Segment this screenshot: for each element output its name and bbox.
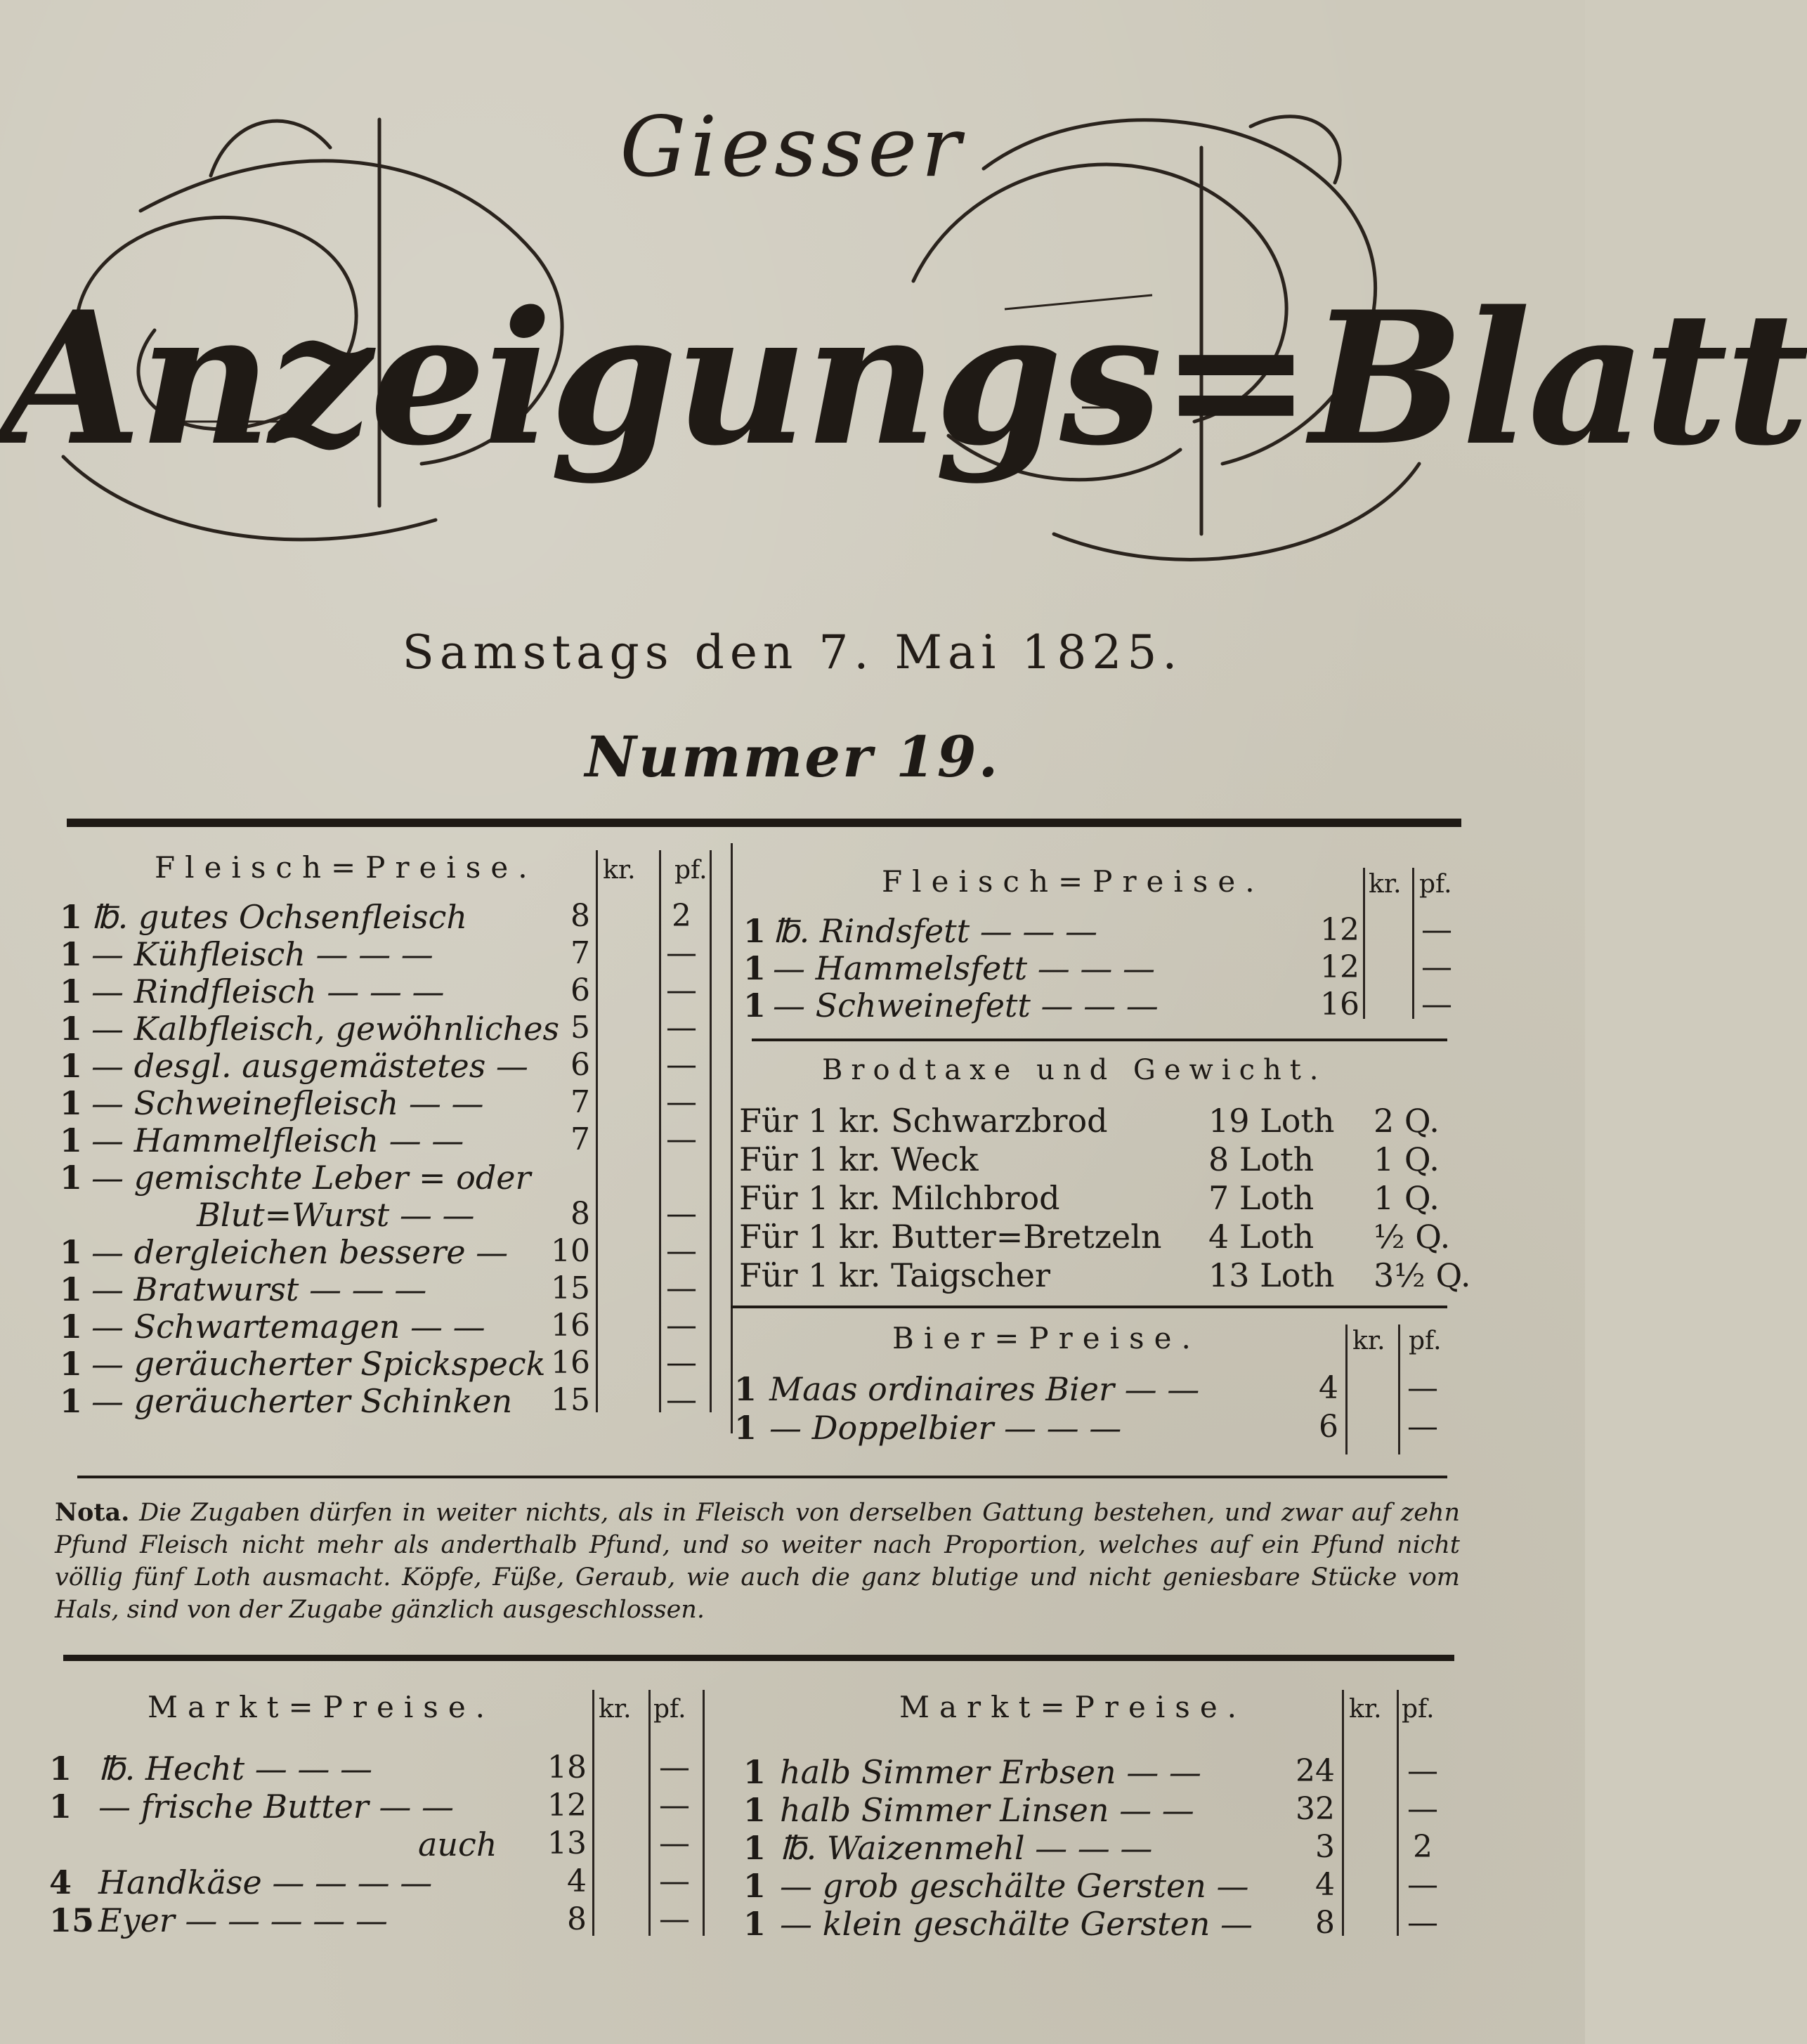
row-item: — Hammelsfett — — — xyxy=(773,949,1156,987)
row-quantity: 1 xyxy=(60,935,83,973)
bread-label: Für 1 kr. Butter=Bretzeln xyxy=(739,1218,1162,1256)
market-right-unit-kr: kr. xyxy=(1349,1695,1382,1724)
row-quantity: 1 xyxy=(743,987,766,1024)
nota-label: Nota. xyxy=(55,1498,130,1527)
beer-unit-kr: kr. xyxy=(1352,1327,1385,1355)
row-quantity: 1 xyxy=(60,1308,83,1346)
row-quantity: 1 xyxy=(743,949,766,987)
row-item: Blut=Wurst — — xyxy=(197,1196,475,1234)
row-kreuzer: 18 xyxy=(547,1750,587,1785)
row-kreuzer: 4 xyxy=(1319,1370,1338,1406)
beer-divider-2 xyxy=(1398,1324,1400,1454)
row-kreuzer: 6 xyxy=(1319,1409,1338,1445)
bread-label: Für 1 kr. Taigscher xyxy=(739,1256,1050,1294)
row-kreuzer: 8 xyxy=(1315,1905,1335,1941)
row-item: ℔. gutes Ochsenfleisch xyxy=(91,898,468,936)
row-item: Maas ordinaires Bier — — xyxy=(769,1370,1200,1408)
row-kreuzer: 12 xyxy=(1320,912,1359,948)
row-pfennig: — xyxy=(666,1382,697,1418)
meat-right-heading: Fleisch=Preise. xyxy=(882,864,1265,899)
beer-heading: Bier=Preise. xyxy=(892,1321,1201,1355)
bread-weight: 13 Loth xyxy=(1208,1256,1335,1294)
row-kreuzer: 7 xyxy=(570,935,590,971)
row-quantity: 15 xyxy=(49,1901,95,1939)
row-quantity: 1 xyxy=(743,1791,766,1829)
market-left-unit-pf: pf. xyxy=(653,1695,686,1724)
row-pfennig: 2 xyxy=(672,898,691,934)
date-line: Samstags den 7. Mai 1825. xyxy=(402,625,1183,679)
market-right-heading: Markt=Preise. xyxy=(899,1690,1247,1724)
row-pfennig: — xyxy=(1407,1370,1438,1406)
bread-weight: 7 Loth xyxy=(1208,1179,1315,1217)
row-quantity: 1 xyxy=(60,1121,83,1159)
rule-above-nota xyxy=(77,1476,1447,1478)
row-item: ℔. Waizenmehl — — — xyxy=(780,1829,1153,1867)
row-kreuzer: 16 xyxy=(551,1308,590,1343)
row-item: Eyer — — — — — xyxy=(98,1901,388,1939)
row-pfennig: — xyxy=(1421,912,1452,948)
row-quantity: 1 xyxy=(60,1382,83,1420)
row-kreuzer: 16 xyxy=(1320,987,1359,1022)
row-quantity: 1 xyxy=(49,1788,72,1825)
row-pfennig: — xyxy=(1407,1867,1438,1903)
row-item: — dergleichen bessere — xyxy=(91,1233,509,1271)
meat-right-unit-kr: kr. xyxy=(1369,870,1402,899)
row-kreuzer: 4 xyxy=(567,1863,587,1899)
row-pfennig: — xyxy=(1407,1409,1438,1445)
row-quantity: 1 xyxy=(60,1010,83,1048)
rule-above-beer xyxy=(731,1306,1447,1308)
market-right-divider-1 xyxy=(1342,1690,1344,1936)
row-pfennig: — xyxy=(666,1308,697,1343)
row-item: auch xyxy=(418,1825,497,1863)
masthead-title-small: Giesser xyxy=(620,98,965,195)
row-kreuzer: 5 xyxy=(570,1010,590,1046)
market-left-divider-2 xyxy=(648,1690,651,1936)
row-quantity: 1 xyxy=(743,912,766,950)
market-left-unit-kr: kr. xyxy=(599,1695,632,1724)
row-item: — Schweinefleisch — — xyxy=(91,1084,484,1122)
row-kreuzer: 7 xyxy=(570,1084,590,1120)
row-item: — Kühfleisch — — — xyxy=(91,935,433,973)
row-quantity: 1 xyxy=(60,1047,83,1085)
meat-left-divider-1 xyxy=(596,850,598,1412)
nota-text: Die Zugaben dürfen in weiter nichts, als in Fleisch von derselben Gattung bestehen, und zwar auf zehn Pfund Fleisch nicht mehr als anderthalb Pfund, und so weiter nach Proportion, welches auf ein Pfund nicht völlig fünf Loth ausmacht. Köpfe, Füße, Geraub, wie auch die ganz blutige und nicht geniesbare Stücke vom Hals, sind von der Zugabe gänzlich ausgeschlossen. xyxy=(55,1499,1460,1624)
row-pfennig: — xyxy=(666,972,697,1008)
row-item: halb Simmer Erbsen — — xyxy=(780,1753,1201,1791)
meat-right-unit-pf: pf. xyxy=(1419,870,1452,899)
row-kreuzer: 13 xyxy=(547,1825,587,1861)
bread-weight: 4 Loth xyxy=(1208,1218,1315,1256)
row-item: — klein geschälte Gersten — xyxy=(780,1905,1253,1943)
row-kreuzer: 15 xyxy=(551,1270,590,1306)
row-pfennig: — xyxy=(666,1121,697,1157)
row-quantity: 1 xyxy=(60,898,83,936)
meat-left-heading: Fleisch=Preise. xyxy=(155,850,537,885)
market-right-unit-pf: pf. xyxy=(1402,1695,1435,1724)
row-pfennig: — xyxy=(659,1788,690,1823)
row-kreuzer: 6 xyxy=(570,1047,590,1083)
row-pfennig: — xyxy=(666,935,697,971)
row-item: Handkäse — — — — xyxy=(98,1863,433,1901)
row-item: — Hammelfleisch — — xyxy=(91,1121,464,1159)
row-item: — desgl. ausgemästetes — xyxy=(91,1047,528,1085)
row-item: — Doppelbier — — — xyxy=(769,1409,1122,1447)
row-kreuzer: 8 xyxy=(570,898,590,934)
row-quantity: 1 xyxy=(60,972,83,1010)
row-kreuzer: 10 xyxy=(551,1233,590,1269)
beer-unit-pf: pf. xyxy=(1409,1327,1442,1355)
row-quantity: 1 xyxy=(743,1829,766,1867)
meat-right-divider-2 xyxy=(1412,868,1414,1019)
row-quantity: 1 xyxy=(743,1905,766,1943)
row-pfennig: — xyxy=(1407,1753,1438,1789)
bread-q: 1 Q. xyxy=(1374,1179,1440,1217)
row-kreuzer: 3 xyxy=(1315,1829,1335,1865)
row-quantity: 4 xyxy=(49,1863,72,1901)
meat-left-unit-pf: pf. xyxy=(674,856,707,885)
row-pfennig: — xyxy=(659,1901,690,1937)
masthead xyxy=(0,0,1807,611)
row-kreuzer: 32 xyxy=(1296,1791,1335,1827)
row-kreuzer: 8 xyxy=(570,1196,590,1232)
row-item: — Rindfleisch — — — xyxy=(91,972,445,1010)
row-item: ℔. Rindsfett — — — xyxy=(773,912,1097,950)
row-quantity: 1 xyxy=(734,1370,757,1408)
row-quantity: 1 xyxy=(49,1750,72,1788)
bread-weight: 8 Loth xyxy=(1208,1140,1315,1178)
market-left-divider-1 xyxy=(592,1690,594,1936)
row-kreuzer: 4 xyxy=(1315,1867,1335,1903)
row-item: halb Simmer Linsen — — xyxy=(780,1791,1194,1829)
bread-heading: Brodtaxe und Gewicht. xyxy=(822,1054,1327,1086)
bread-label: Für 1 kr. Milchbrod xyxy=(739,1179,1060,1217)
row-item: — Schweinefett — — — xyxy=(773,987,1159,1024)
bread-q: 1 Q. xyxy=(1374,1140,1440,1178)
bread-q: 3½ Q. xyxy=(1374,1256,1471,1294)
meat-left-divider-3 xyxy=(710,850,712,1412)
market-left-heading: Markt=Preise. xyxy=(148,1690,495,1724)
row-pfennig: — xyxy=(666,1047,697,1083)
meat-left-unit-kr: kr. xyxy=(603,856,636,885)
rule-above-bread xyxy=(752,1039,1447,1041)
row-item: — geräucherter Schinken xyxy=(91,1382,513,1420)
center-divider xyxy=(731,843,733,1433)
row-kreuzer: 8 xyxy=(567,1901,587,1937)
row-quantity: 1 xyxy=(60,1159,83,1197)
row-kreuzer: 12 xyxy=(1320,949,1359,985)
row-quantity: 1 xyxy=(60,1084,83,1122)
row-item: — grob geschälte Gersten — xyxy=(780,1867,1249,1905)
row-kreuzer: 24 xyxy=(1296,1753,1335,1789)
masthead-title-large: Anzeigungs=Blatt xyxy=(0,272,1807,486)
meat-right-divider-1 xyxy=(1363,868,1365,1019)
row-quantity: 1 xyxy=(743,1867,766,1905)
row-pfennig: 2 xyxy=(1413,1829,1433,1865)
row-kreuzer: 12 xyxy=(547,1788,587,1823)
row-pfennig: — xyxy=(666,1196,697,1232)
row-pfennig: — xyxy=(659,1863,690,1899)
row-pfennig: — xyxy=(666,1345,697,1381)
row-pfennig: — xyxy=(666,1010,697,1046)
row-pfennig: — xyxy=(1407,1905,1438,1941)
row-item: — Schwartemagen — — xyxy=(91,1308,485,1346)
row-item: — frische Butter — — xyxy=(98,1788,455,1825)
bread-weight: 19 Loth xyxy=(1208,1102,1335,1140)
top-heavy-rule xyxy=(67,819,1461,827)
row-pfennig: — xyxy=(1421,987,1452,1022)
row-pfennig: — xyxy=(666,1270,697,1306)
row-item: ℔. Hecht — — — xyxy=(98,1750,372,1788)
row-pfennig: — xyxy=(1421,949,1452,985)
row-kreuzer: 6 xyxy=(570,972,590,1008)
beer-divider-1 xyxy=(1345,1324,1348,1454)
nota-paragraph xyxy=(55,1497,1460,1626)
row-quantity: 1 xyxy=(60,1233,83,1271)
row-quantity: 1 xyxy=(60,1345,83,1383)
row-item: — geräucherter Spickspeck xyxy=(91,1345,546,1383)
market-right-divider-2 xyxy=(1397,1690,1399,1936)
row-quantity: 1 xyxy=(60,1270,83,1308)
market-left-divider-3 xyxy=(703,1690,705,1936)
row-kreuzer: 15 xyxy=(551,1382,590,1418)
issue-number: Nummer 19. xyxy=(585,724,1000,790)
row-kreuzer: 7 xyxy=(570,1121,590,1157)
row-kreuzer: 16 xyxy=(551,1345,590,1381)
row-pfennig: — xyxy=(666,1233,697,1269)
row-pfennig: — xyxy=(659,1825,690,1861)
row-pfennig: — xyxy=(666,1084,697,1120)
bread-label: Für 1 kr. Schwarzbrod xyxy=(739,1102,1108,1140)
row-pfennig: — xyxy=(659,1750,690,1785)
bread-q: ½ Q. xyxy=(1374,1218,1451,1256)
row-quantity: 1 xyxy=(743,1753,766,1791)
row-item: — gemischte Leber = oder xyxy=(91,1159,531,1197)
row-item: — Kalbfleisch, gewöhnliches xyxy=(91,1010,560,1048)
rule-above-market xyxy=(63,1655,1454,1661)
row-item: — Bratwurst — — — xyxy=(91,1270,427,1308)
bread-label: Für 1 kr. Weck xyxy=(739,1140,979,1178)
row-quantity: 1 xyxy=(734,1409,757,1447)
row-pfennig: — xyxy=(1407,1791,1438,1827)
bread-q: 2 Q. xyxy=(1374,1102,1440,1140)
